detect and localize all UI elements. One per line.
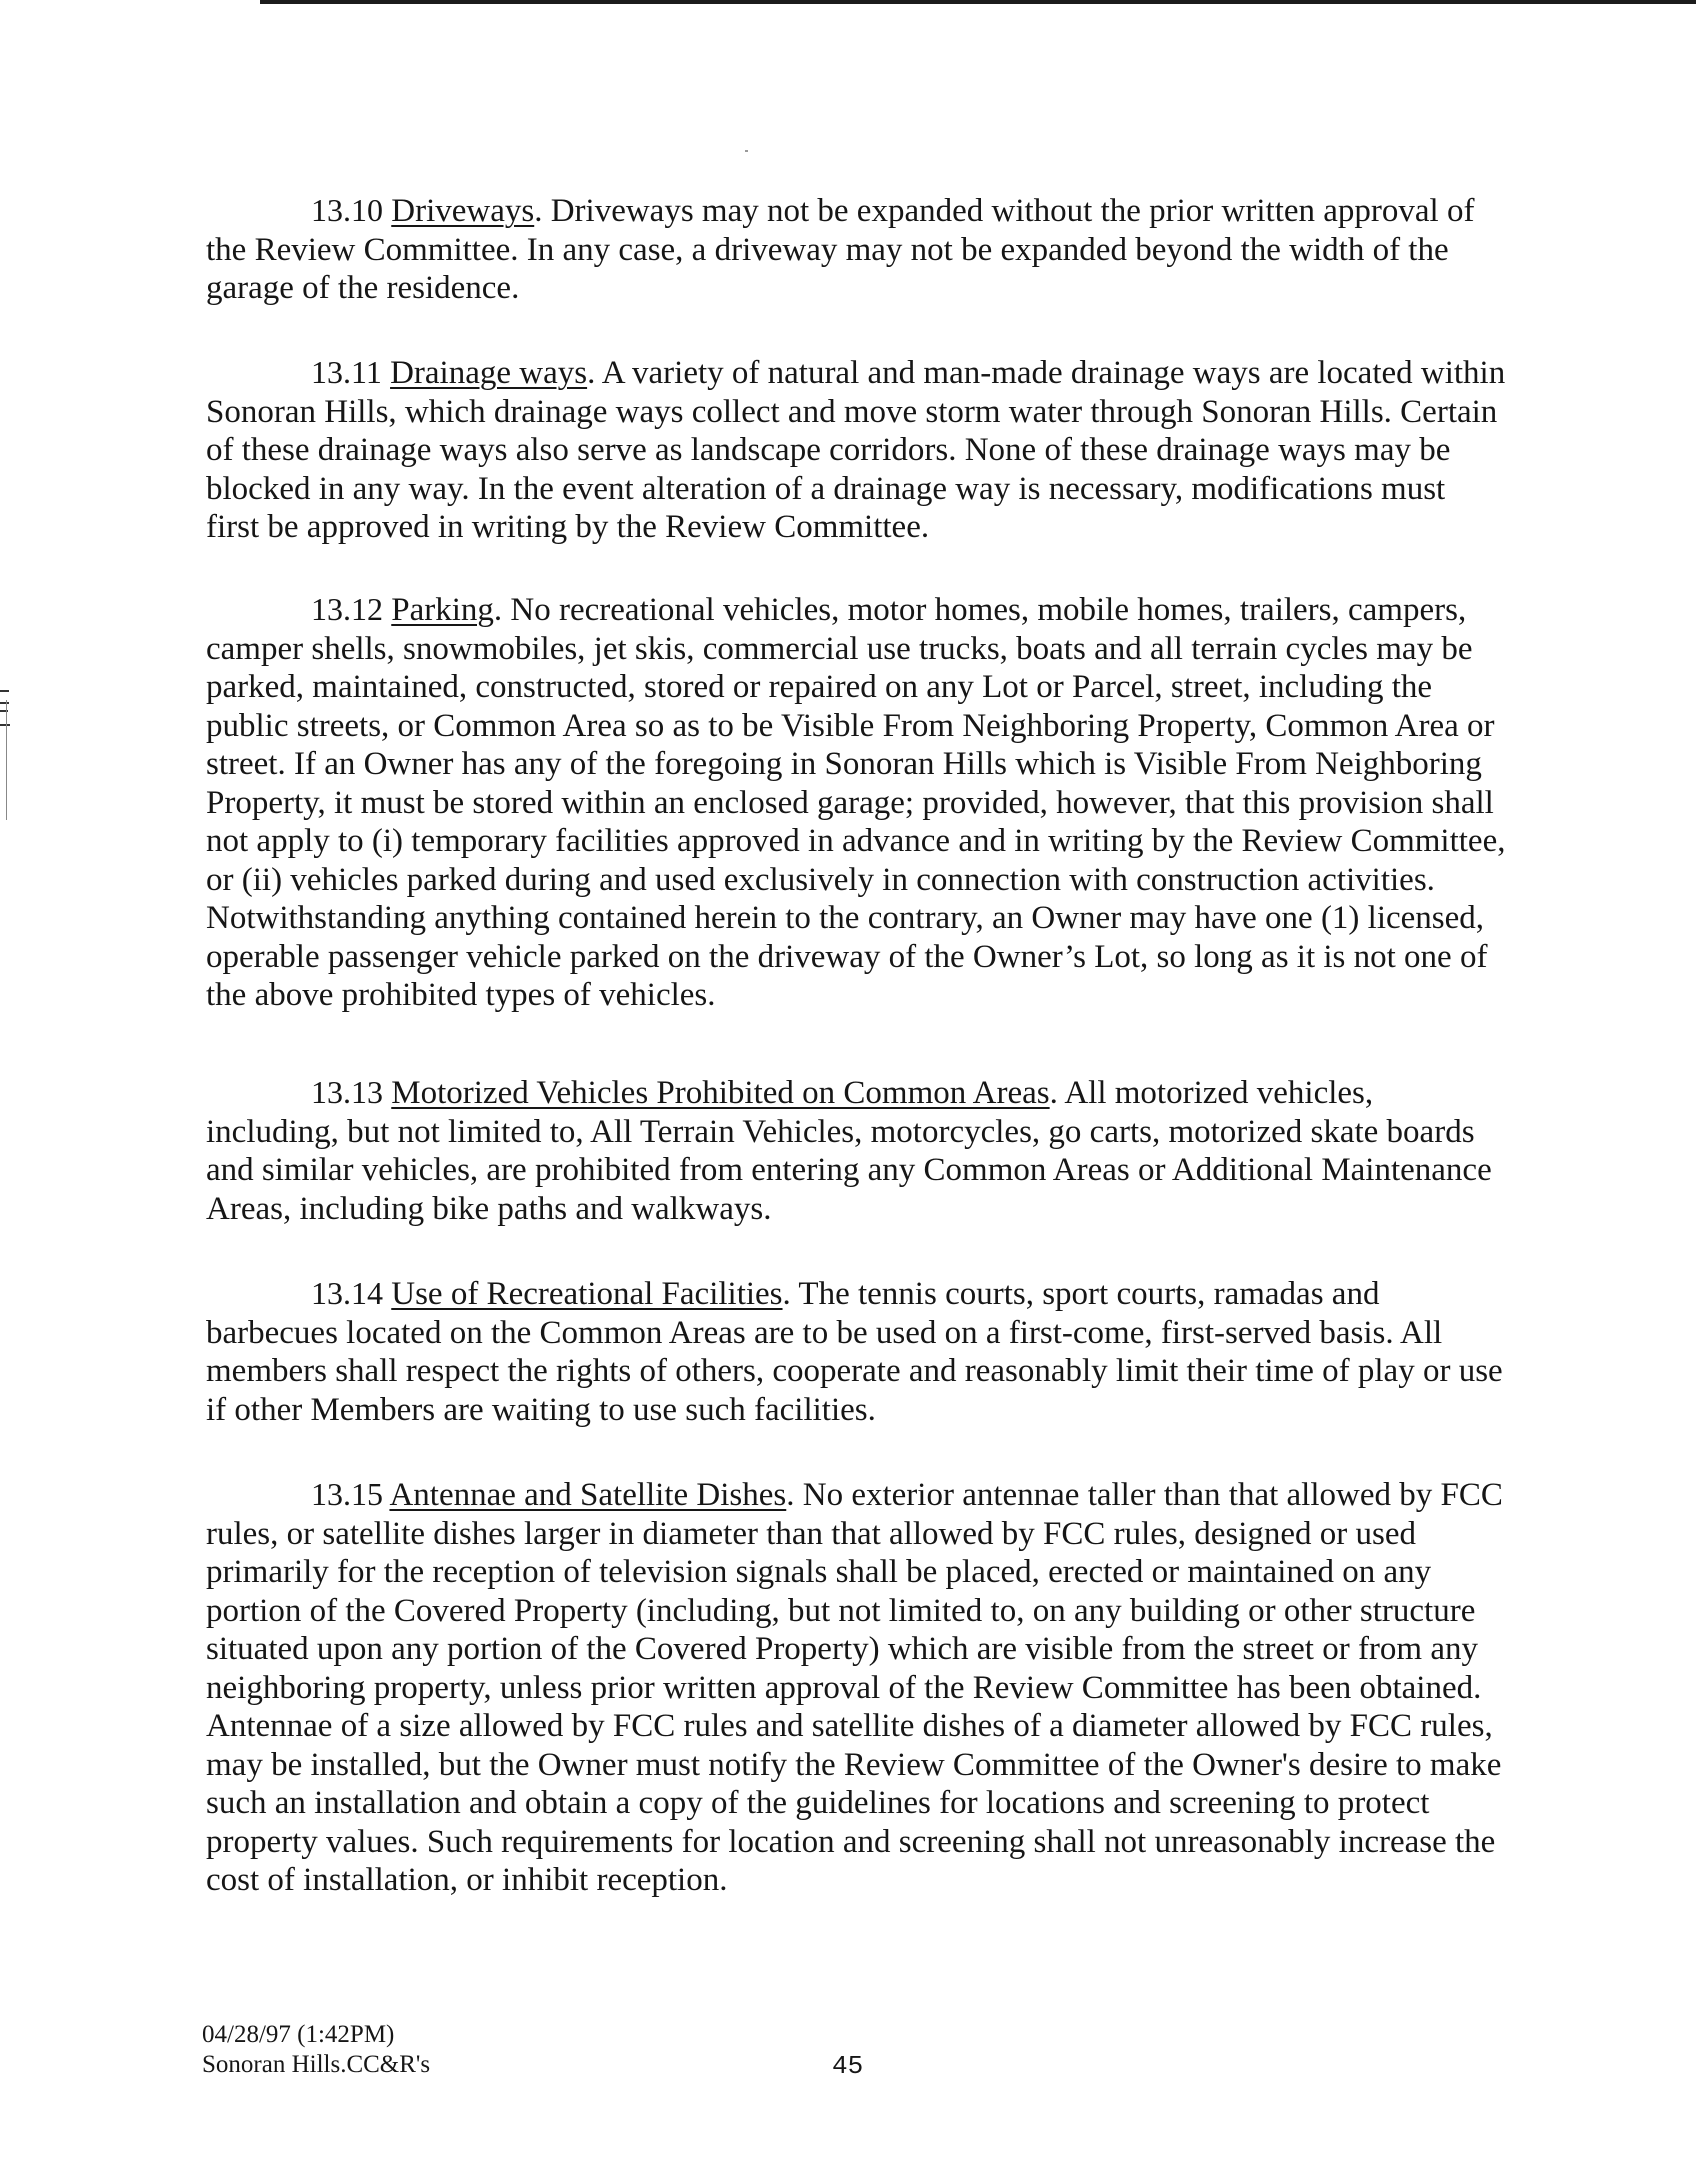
section-number: 13.10 [311,192,383,228]
page-number: 45 [832,2051,864,2081]
footer-document-name: Sonoran Hills.CC&R's [202,2051,431,2078]
section-13-11 [206,353,1506,547]
section-heading: Motorized Vehicles Prohibited on Common Areas [391,1075,1050,1111]
section-body: . No exterior antennae taller than that allowed by FCC rules, or satellite dishes larger in diameter than that allowed by FCC rules, designed or used primarily for the reception of television signals shall be placed, erected or maintained on any portion of the Covered Property (including, but not limited to, on any building or other structure situated upon any portion of the Covered Property) which are visible from the street or from any neighboring property, unless prior written approval of the Review Committee has been obtained. Antennae of a size allowed by FCC rules and satellite dishes of a diameter allowed by FCC rules, may be installed, but the Owner must notify the Review Committee of the Owner's desire to make such an installation and obtain a copy of the guidelines for locations and screening to protect property values. Such requirements for location and screening shall not unreasonably increase the cost of installation, or inhibit reception. [206,1477,1503,1898]
section-heading: Use of Recreational Facilities [391,1276,783,1312]
section-body: . A variety of natural and man-made drainage ways are located within Sonoran Hills, which drainage ways collect and move storm water through Sonoran Hills. Certain of these drainage ways also serve as landscape corridors. None of these drainage ways may be blocked in any way. In the event alteration of a drainage way is necessary, modifications must first be approved in writing by the Review Committee. [206,355,1506,545]
section-13-13 [206,1073,1506,1228]
section-heading: Drainage ways [390,355,588,391]
section-number: 13.14 [311,1275,383,1311]
section-number: 13.13 [311,1074,383,1110]
section-number: 13.15 [311,1476,383,1512]
section-number: 13.11 [311,354,382,390]
footer-date: 04/28/97 (1:42PM) [202,2021,395,2048]
left-edge-scan-marks [0,690,12,830]
section-13-15 [206,1475,1506,1900]
section-number: 13.12 [311,591,383,627]
scan-artifact [745,150,748,152]
section-heading: Driveways [391,193,535,229]
section-body: . The tennis courts, sport courts, ramadas and barbecues located on the Common Areas are to be used on a first-come, first-served basis. All members shall respect the rights of others, cooperate and reasonably limit their time of play or use if other Members are waiting to use such facilities. [206,1276,1503,1428]
section-body: . All motorized vehicles, including, but not limited to, All Terrain Vehicles, motorcycles, go carts, motorized skate boards and similar vehicles, are prohibited from entering any Common Areas or Additional Maintenance Areas, including bike paths and walkways. [206,1075,1492,1227]
section-13-12 [206,590,1506,1015]
section-body: . No recreational vehicles, motor homes, mobile homes, trailers, campers, camper shells, snowmobiles, jet skis, commercial use trucks, boats and all terrain cycles may be parked, maintained, constructed, stored or repaired on any Lot or Parcel, street, including the public streets, or Common Area so as to be Visible From Neighboring Property, Common Area or street. If an Owner has any of the foregoing in Sonoran Hills which is Visible From Neighboring Property, it must be stored within an enclosed garage; provided, however, that this provision shall not apply to (i) temporary facilities approved in advance and in writing by the Review Committee, or (ii) vehicles parked during and used exclusively in connection with construction activities. Notwithstanding anything contained herein to the contrary, an Owner may have one (1) licensed, operable passenger vehicle parked on the driveway of the Owner’s Lot, so long as it is not one of the above prohibited types of vehicles. [206,592,1506,1013]
section-13-10 [206,191,1506,308]
section-heading: Parking [391,592,494,628]
section-body: . Driveways may not be expanded without the prior written approval of the Review Committee. In any case, a driveway may not be expanded beyond the width of the garage of the residence. [206,193,1475,306]
section-13-14 [206,1274,1506,1429]
top-scan-rule [260,0,1696,4]
section-heading: Antennae and Satellite Dishes [389,1477,787,1513]
